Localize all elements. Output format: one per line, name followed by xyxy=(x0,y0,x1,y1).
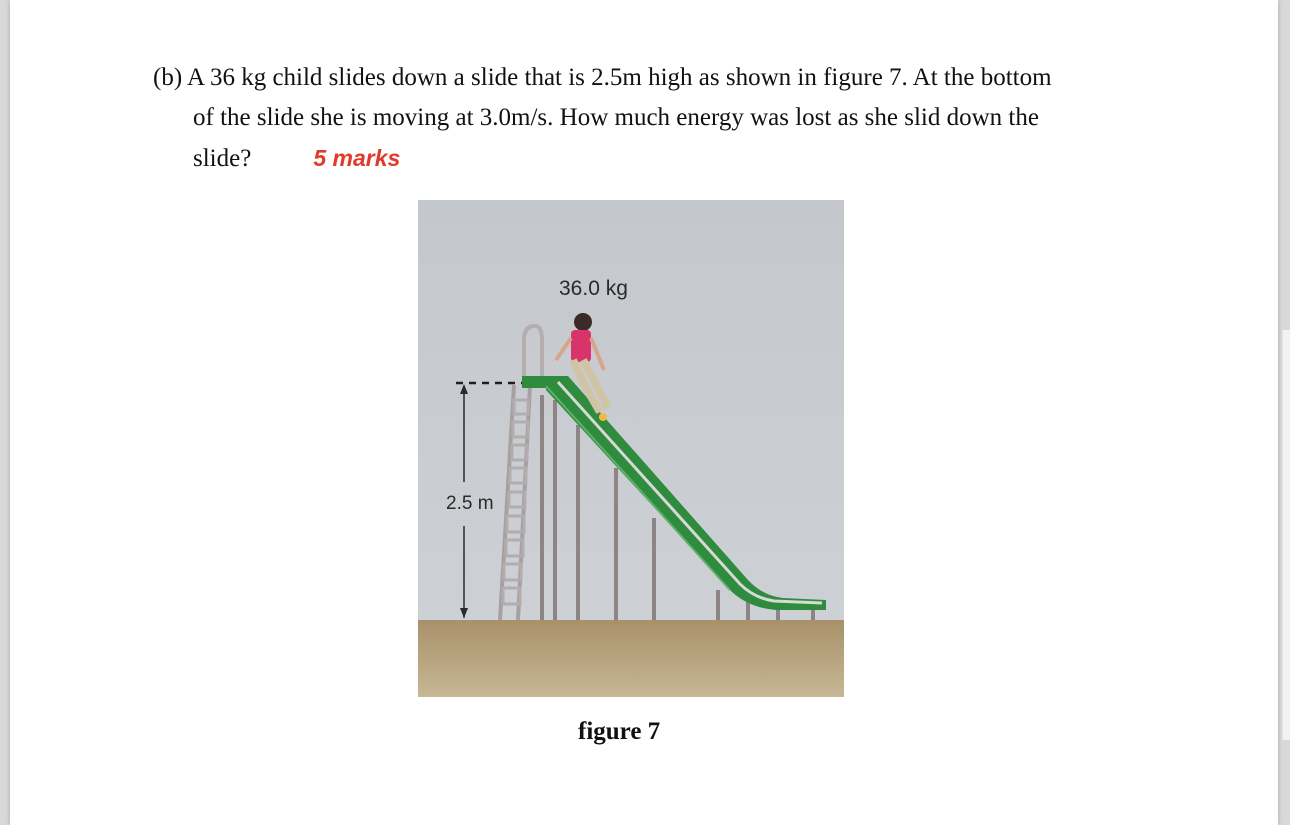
question-text xyxy=(153,58,1193,179)
scrollbar-track[interactable] xyxy=(1282,330,1290,740)
question-line-3 xyxy=(153,138,1193,179)
marks-label: 5 marks xyxy=(313,145,401,171)
question-line-2: of the slide she is moving at 3.0m/s. How much energy was lost as she slid down the xyxy=(193,104,1039,131)
sky-background xyxy=(418,200,844,620)
question-line-3-text: slide? xyxy=(193,145,252,172)
ground xyxy=(418,620,844,697)
question-line-1: (b) A 36 kg child slides down a slide that is 2.5m high as shown in figure 7. At the bottom xyxy=(153,64,1052,91)
figure-caption: figure 7 xyxy=(578,718,661,745)
document-page xyxy=(10,0,1278,825)
slide-illustration xyxy=(418,200,844,697)
mass-label: 36.0 kg xyxy=(559,277,628,300)
height-label: 2.5 m xyxy=(446,493,494,514)
slide-figure xyxy=(418,200,844,697)
